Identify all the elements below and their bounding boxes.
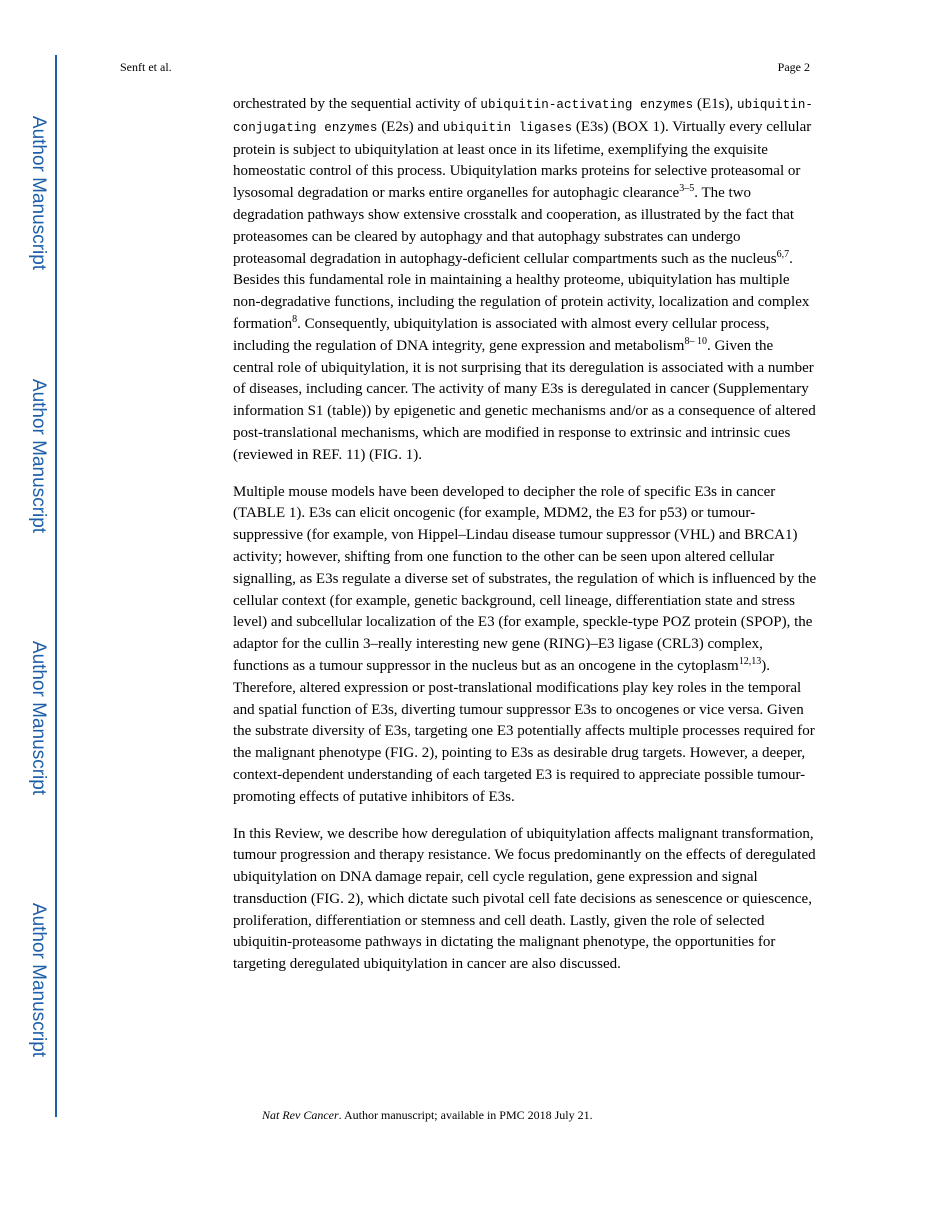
footer-note: . Author manuscript; available in PMC 2018 July 21. [338, 1108, 593, 1122]
text-run: . Given the central role of ubiquitylation, it is not surprising that its deregulation is associated with a number of diseases, including cancer. The activity of many E3s is deregulated in cancer (Supplementary information S1 (table)) by epigenetic and genetic mechanisms and/or as a consequence of altered post-translational mechanisms, which are modified in response to extrinsic and intrinsic cues (reviewed in REF. 11) (FIG. 1). [233, 337, 816, 463]
paragraph-2 [233, 482, 817, 809]
text-run: ). Therefore, altered expression or post-translational modifications play key roles in the temporal and spatial function of E3s, diverting tumour suppressor E3s to oncogenes or vice versa. Given the substrate diversity of E3s, targeting one E3 potentially affects multiple processes required for the malignant phenotype (FIG. 2), pointing to E3s as desirable drug targets. However, a deeper, context-dependent understanding of each targeted E3 is required to appreciate possible tumour-promoting effects of putative inhibitors of E3s. [233, 657, 815, 805]
text-run: (E2s) and [377, 118, 443, 135]
text-run: . The two degradation pathways show extensive crosstalk and cooperation, as illustrated by the fact that proteasomes can be cleared by autophagy and that autophagy substrates can undergo proteasomal degradation in autophagy-deficient cellular compartments such as the nucleus [233, 185, 795, 267]
text-run: (E3s) (BOX 1). Virtually every cellular protein is subject to ubiquitylation at least once in its lifetime, exemplifying the exquisite homeostatic control of this process. Ubiquitylation marks proteins for selective proteasomal or lysosomal degradation or marks entire organelles for autophagic clearance [233, 118, 812, 202]
text-run: . Consequently, ubiquitylation is associated with almost every cellular process, including the regulation of DNA integrity, gene expression and metabolism [233, 315, 770, 354]
term-ubiquitin-conjugating-enzymes: ubiquitin-conjugating enzymes [233, 98, 814, 135]
sidebar-rule [55, 55, 57, 1117]
citation-ref: 6,7 [776, 248, 790, 260]
paragraph-3: In this Review, we describe how deregulation of ubiquitylation affects malignant transformation, tumour progression and therapy resistance. We focus predominantly on the effects of deregulated ubiquitylation on DNA damage repair, cell cycle regulation, gene expression and signal transduction (FIG. 2), which dictate such pivotal cell fate decisions as senescence or quiescence, proliferation, differentiation or stemness and cell death. Lastly, given the role of selected ubiquitin-proteasome pathways in dictating the malignant phenotype, the opportunities for targeting deregulated ubiquitylation in cancer are also discussed. [233, 825, 816, 973]
running-header-authors: Senft et al. [120, 60, 172, 74]
term-ubiquitin-activating-enzymes: ubiquitin-activating enzymes [480, 98, 694, 112]
citation-ref: 12,13 [738, 655, 762, 667]
text-run: orchestrated by the sequential activity of [233, 96, 481, 112]
term-ubiquitin-ligases: ubiquitin ligases [442, 120, 573, 135]
text-run: . Besides this fundamental role in maintaining a healthy proteome, ubiquitylation has multiple non-degradative functions, including the regulation of protein activity, localization and complex formation [233, 250, 810, 332]
citation-ref: 8 [292, 313, 298, 325]
page-number: Page 2 [777, 60, 810, 74]
footer-citation [262, 1108, 593, 1123]
journal-name: Nat Rev Cancer [262, 1108, 339, 1122]
paragraph-1 [233, 94, 817, 467]
text-run: (E1s), [693, 96, 738, 112]
text-run: Multiple mouse models have been developed to decipher the role of specific E3s in cancer (TABLE 1). E3s can elicit oncogenic (for example, MDM2, the E3 for p53) or tumour-suppressive (for example, von Hippel–Lindau disease tumour suppressor (VHL) and BRCA1) activity; however, shifting from one function to the other can be seen upon altered cellular signalling, as E3s regulate a diverse set of substrates, the regulation of which is influenced by the cellular context (for example, genetic background, cell lineage, differentiation state and stress level) and subcellular localization of the E3 (for example, speckle-type POZ protein (SPOP), the adaptor for the cullin 3–really interesting new gene (RING)–E3 ligase (CRL3) complex, functions as a tumour suppressor in the nucleus but as an oncogene in the cytoplasm [233, 483, 817, 674]
citation-ref: 8– 10 [684, 335, 707, 347]
citation-ref: 3–5 [679, 183, 695, 195]
body-text [233, 94, 817, 991]
